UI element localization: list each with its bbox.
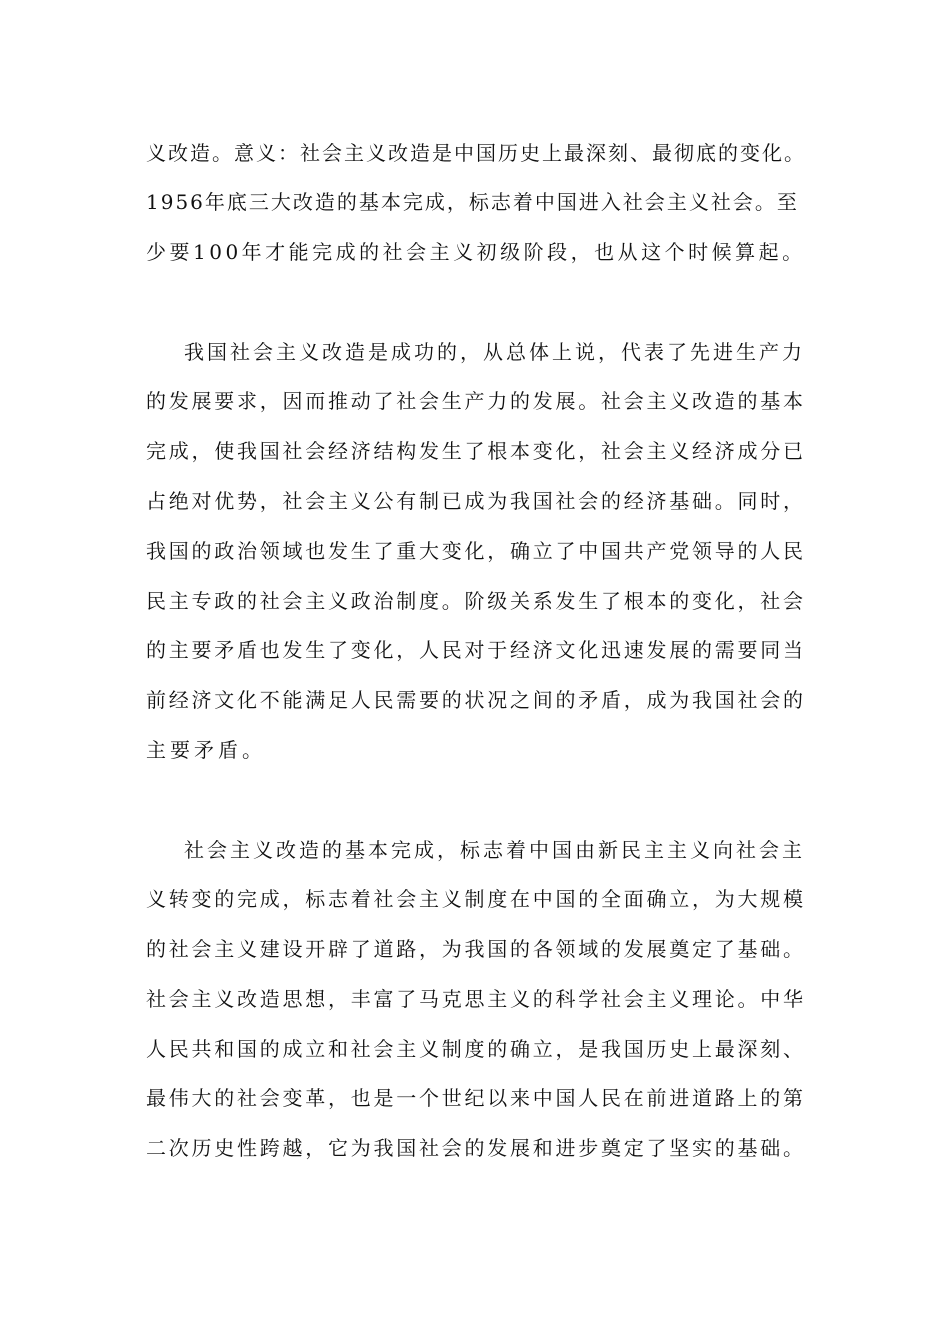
- paragraph-2-line-3: 完成，使我国社会经济结构发生了根本变化，社会主义经济成分已: [146, 439, 806, 463]
- paragraph-2-line-6: 民主专政的社会主义政治制度。阶级关系发生了根本的变化，社会: [146, 589, 806, 613]
- paragraph-3-line-4: 社会主义改造思想，丰富了马克思主义的科学社会主义理论。中华: [146, 987, 806, 1011]
- paragraph-2-line-4: 占绝对优势，社会主义公有制已成为我国社会的经济基础。同时，: [146, 489, 806, 513]
- paragraph-3-line-3: 的社会主义建设开辟了道路，为我国的各领域的发展奠定了基础。: [146, 937, 806, 961]
- paragraph-3-line-5: 人民共和国的成立和社会主义制度的确立，是我国历史上最深刻、: [146, 1037, 806, 1061]
- paragraph-2-line-2: 的发展要求，因而推动了社会生产力的发展。社会主义改造的基本: [146, 389, 806, 413]
- paragraph-2-line-7: 的主要矛盾也发生了变化，人民对于经济文化迅速发展的需要同当: [146, 638, 806, 662]
- paragraph-3-line-7: 二次历史性跨越，它为我国社会的发展和进步奠定了坚实的基础。: [146, 1136, 806, 1160]
- paragraph-3-line-6: 最伟大的社会变革，也是一个世纪以来中国人民在前进道路上的第: [146, 1086, 806, 1110]
- paragraph-1-line-1: 义改造。意义：社会主义改造是中国历史上最深刻、最彻底的变化。: [146, 141, 806, 165]
- paragraph-3-line-2: 义转变的完成，标志着社会主义制度在中国的全面确立，为大规模: [146, 887, 806, 911]
- paragraph-2-line-8: 前经济文化不能满足人民需要的状况之间的矛盾，成为我国社会的: [146, 688, 806, 712]
- paragraph-3-line-1: 社会主义改造的基本完成，标志着中国由新民主主义向社会主: [184, 838, 805, 862]
- paragraph-2-line-5: 我国的政治领域也发生了重大变化，确立了中国共产党领导的人民: [146, 539, 806, 563]
- paragraph-2-line-1: 我国社会主义改造是成功的，从总体上说，代表了先进生产力: [184, 340, 805, 364]
- paragraph-1-line-3: 少要100年才能完成的社会主义初级阶段，也从这个时候算起。: [146, 240, 806, 264]
- paragraph-2-line-9: 主要矛盾。: [146, 738, 266, 762]
- paragraph-1-line-2: 1956年底三大改造的基本完成，标志着中国进入社会主义社会。至: [146, 190, 799, 214]
